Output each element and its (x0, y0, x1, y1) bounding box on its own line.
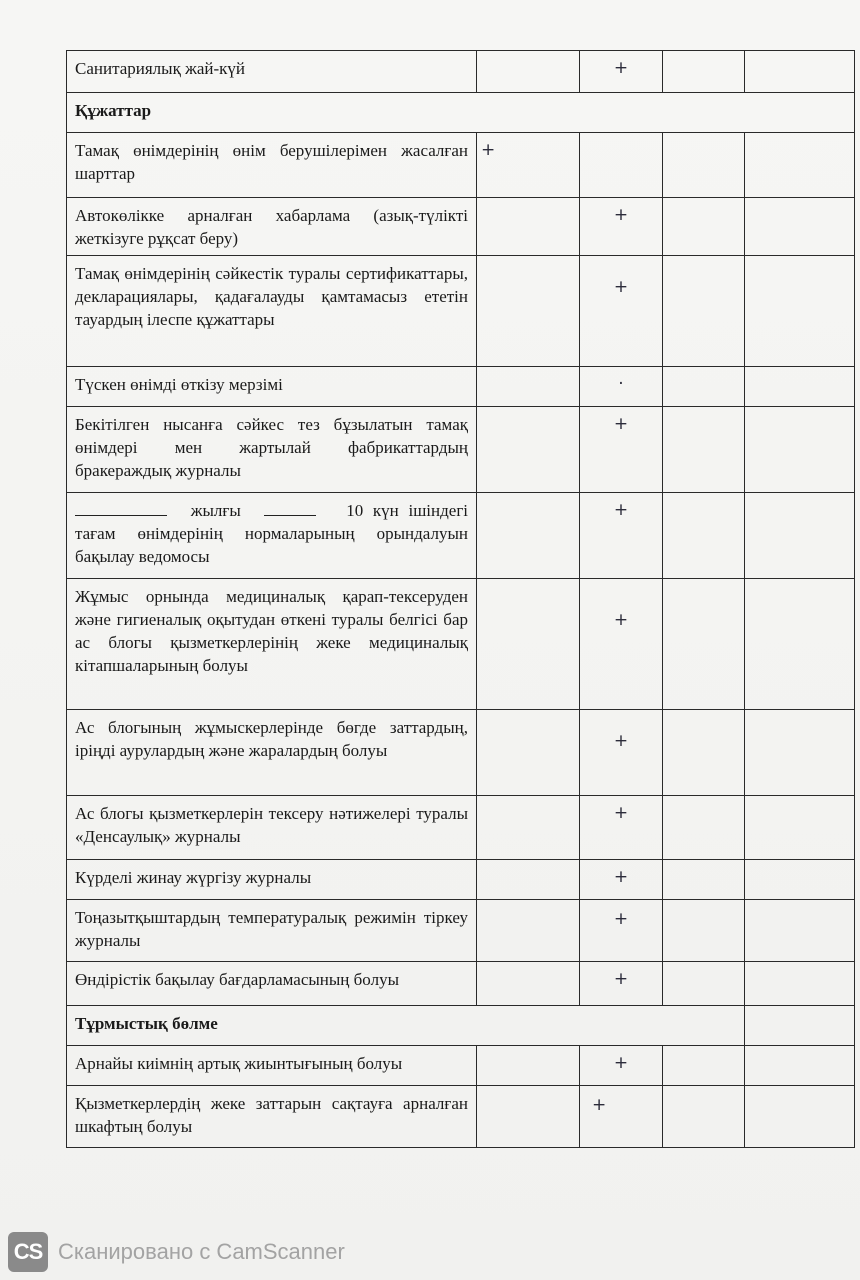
empty-cell (745, 1086, 855, 1148)
empty-cell (477, 493, 580, 579)
empty-cell (745, 407, 855, 493)
check-mark: + (477, 133, 580, 198)
table-row (67, 962, 855, 1006)
row-label: Тоңазытқыштардың температуралық режимін тіркеу журналы (67, 900, 477, 962)
empty-cell (745, 962, 855, 1006)
empty-cell (745, 900, 855, 962)
empty-cell (663, 1086, 745, 1148)
table-row (67, 1046, 855, 1086)
check-mark: + (580, 1086, 663, 1148)
row-label: Өндірістік бақылау бағдарламасының болуы (67, 962, 477, 1006)
empty-cell (663, 1046, 745, 1086)
row-label: Қызметкерлердің жеке заттарын сақтауға арналған шкафтың болуы (67, 1086, 477, 1148)
table-row (67, 133, 855, 198)
row-label: Күрделі жинау жүргізу журналы (67, 860, 477, 900)
table-row (67, 579, 855, 710)
empty-cell (663, 51, 745, 93)
row-label: Санитариялық жай-күй (67, 51, 477, 93)
row-label: Арнайы киімнің артық жиынтығының болуы (67, 1046, 477, 1086)
empty-cell (745, 51, 855, 93)
empty-cell (663, 493, 745, 579)
empty-cell (580, 133, 663, 198)
empty-cell (663, 256, 745, 367)
empty-cell (663, 367, 745, 407)
table-row (67, 710, 855, 796)
section-title: Құжаттар (67, 93, 855, 133)
table-row (67, 367, 855, 407)
row-label: Автокөлікке арналған хабарлама (азық-түлікті жеткізуге рұқсат беру) (67, 198, 477, 256)
empty-cell (477, 198, 580, 256)
camscanner-logo: CS (8, 1232, 48, 1272)
table-row (67, 256, 855, 367)
empty-cell (745, 710, 855, 796)
row-label: Тамақ өнімдерінің өнім берушілерімен жасалған шарттар (67, 133, 477, 198)
empty-cell (745, 860, 855, 900)
watermark-text: Сканировано с CamScanner (58, 1239, 345, 1264)
empty-cell (745, 1006, 855, 1046)
empty-cell (745, 367, 855, 407)
empty-cell (663, 962, 745, 1006)
section-row (67, 93, 855, 133)
table-row (67, 493, 855, 579)
empty-cell (477, 962, 580, 1006)
empty-cell (663, 860, 745, 900)
table-row (67, 860, 855, 900)
empty-cell (477, 367, 580, 407)
table-row (67, 900, 855, 962)
empty-cell (745, 133, 855, 198)
row-label: Бекітілген нысанға сәйкес тез бұзылатын тамақ өнімдері мен жартылай фабрикаттардың бракераждық журналы (67, 407, 477, 493)
empty-cell (663, 900, 745, 962)
table-row (67, 51, 855, 93)
empty-cell (477, 1046, 580, 1086)
check-mark: + (580, 900, 663, 962)
empty-cell (745, 796, 855, 860)
empty-cell (477, 900, 580, 962)
table-row (67, 796, 855, 860)
row-label (67, 493, 477, 579)
empty-cell (477, 51, 580, 93)
check-mark: + (580, 579, 663, 710)
table-row (67, 407, 855, 493)
blank-line (264, 501, 316, 516)
row-label-part: 10 күн ішіндегі тағам өнімдерінің нормаларының орындалуын бақылау ведомосы (75, 501, 469, 566)
camscanner-watermark (8, 1232, 345, 1272)
row-label: Түскен өнімді өткізу мерзімі (67, 367, 477, 407)
empty-cell (477, 1086, 580, 1148)
row-label: Ас блогының жұмыскерлерінде бөгде заттардың, іріңді аурулардың және жаралардың болуы (67, 710, 477, 796)
empty-cell (745, 198, 855, 256)
check-mark: + (580, 493, 663, 579)
row-label: Жұмыс орнында медициналық қарап-тексеруден және гигиеналық оқытудан өткені туралы белгісі бар ас блогы қызметкерлерінің жеке медициналық кітапшаларының болуы (67, 579, 477, 710)
empty-cell (663, 198, 745, 256)
row-label: Ас блогы қызметкерлерін тексеру нәтижелері туралы «Денсаулық» журналы (67, 796, 477, 860)
section-row (67, 1006, 855, 1046)
table-row (67, 198, 855, 256)
check-mark: + (580, 256, 663, 367)
empty-cell (745, 493, 855, 579)
empty-cell (477, 796, 580, 860)
check-mark: + (580, 962, 663, 1006)
section-title: Тұрмыстық бөлме (67, 1006, 745, 1046)
check-mark: + (580, 407, 663, 493)
empty-cell (663, 796, 745, 860)
row-label: Тамақ өнімдерінің сәйкестік туралы сертификаттары, декларациялары, қадағалауды қамтамасыз ететін тауардың ілеспе құжаттары (67, 256, 477, 367)
check-mark: + (580, 1046, 663, 1086)
check-mark: · (580, 367, 663, 407)
empty-cell (663, 133, 745, 198)
empty-cell (663, 407, 745, 493)
blank-line (75, 501, 167, 516)
empty-cell (745, 579, 855, 710)
empty-cell (477, 256, 580, 367)
checklist-table (66, 50, 855, 1148)
row-label-part: жылғы (190, 501, 241, 520)
empty-cell (745, 256, 855, 367)
check-mark: + (580, 198, 663, 256)
table-row (67, 1086, 855, 1148)
check-mark: + (580, 796, 663, 860)
empty-cell (745, 1046, 855, 1086)
check-mark: + (580, 860, 663, 900)
check-mark: + (580, 710, 663, 796)
empty-cell (663, 710, 745, 796)
empty-cell (663, 579, 745, 710)
empty-cell (477, 579, 580, 710)
empty-cell (477, 710, 580, 796)
check-mark: + (580, 51, 663, 93)
empty-cell (477, 407, 580, 493)
empty-cell (477, 860, 580, 900)
